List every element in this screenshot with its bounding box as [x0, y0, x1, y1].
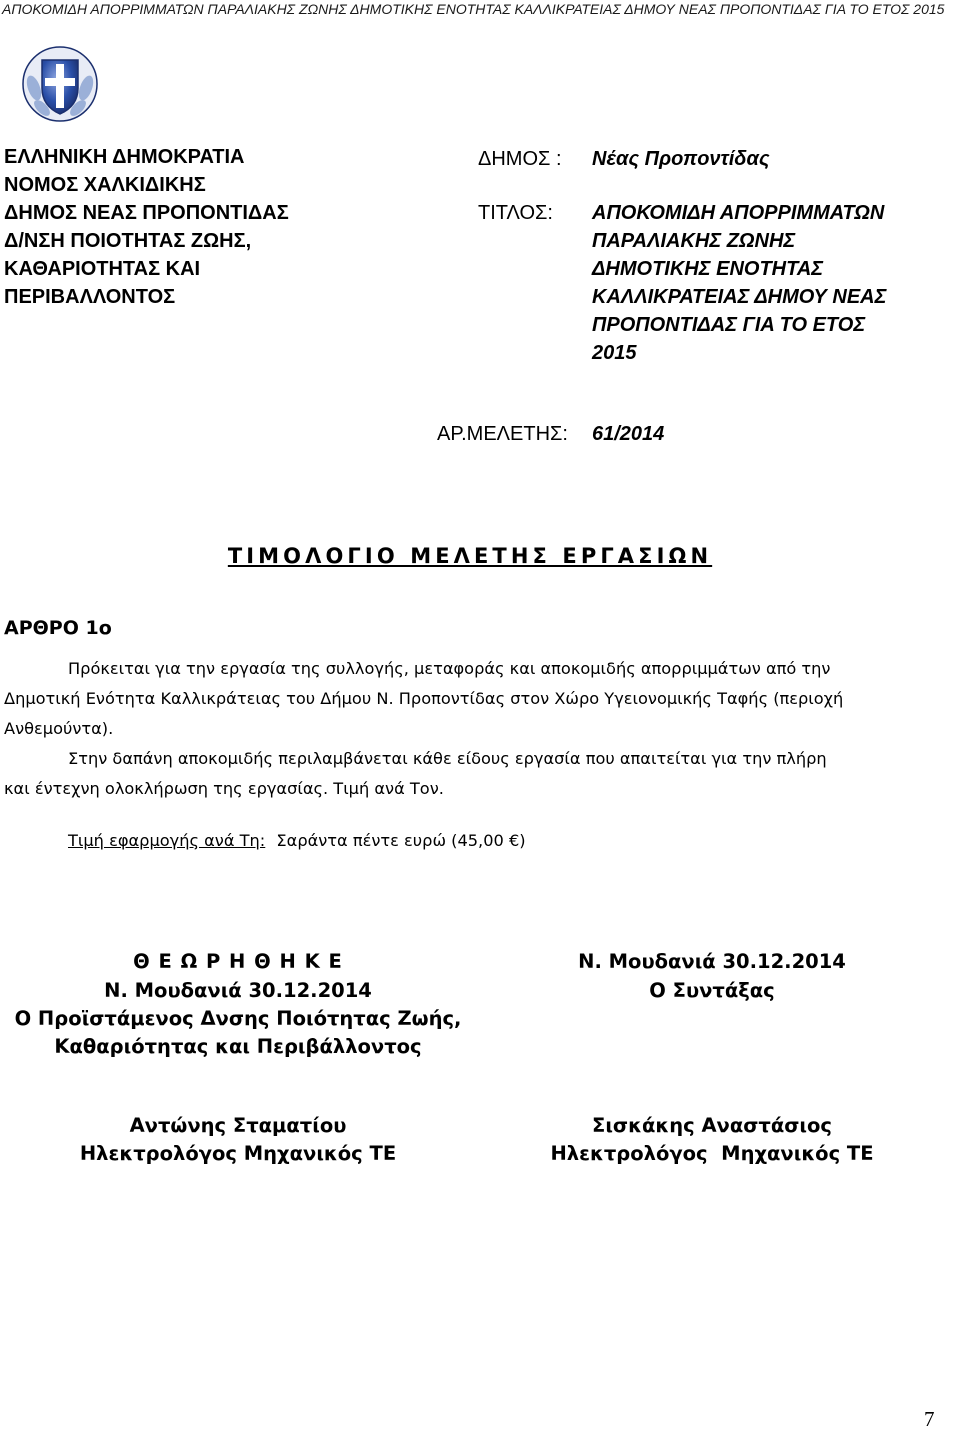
authority-line: ΚΑΘΑΡΙΟΤΗΤΑΣ ΚΑΙ: [4, 258, 201, 280]
authority-line: Δ/ΝΣΗ ΠΟΙΟΤΗΤΑΣ ΖΩΗΣ,: [4, 230, 252, 252]
right-role: Ο Συντάξας: [649, 979, 775, 1002]
price-value: Σαράντα πέντε ευρώ (45,00 €): [276, 831, 526, 850]
title-line: ΔΗΜΟΤΙΚΗΣ ΕΝΟΤΗΤΑΣ: [592, 258, 824, 280]
title-line: ΠΡΟΠΟΝΤΙΔΑΣ ΓΙΑ ΤΟ ΕΤΟΣ: [592, 314, 866, 336]
right-place-date: Ν. Μουδανιά 30.12.2014: [578, 950, 846, 973]
left-signatory-title: Ηλεκτρολόγος Μηχανικός ΤΕ: [79, 1142, 397, 1165]
price-label: Τιμή εφαρμογής ανά Τη:: [68, 831, 266, 850]
study-number-value: 61/2014: [592, 423, 665, 445]
right-signatory-title: Ηλεκτρολόγος Μηχανικός ΤΕ: [550, 1142, 874, 1165]
body-line: Πρόκειται για την εργασία της συλλογής, μεταφοράς και αποκομιδής απορριμμάτων από την: [68, 659, 831, 678]
left-signatory-name: Αντώνης Σταματίου: [129, 1114, 347, 1137]
page-number: 7: [924, 1407, 935, 1431]
left-place-date: Ν. Μουδανιά 30.12.2014: [104, 979, 372, 1002]
seen-heading: Θ Ε Ω Ρ Η Θ Η Κ Ε: [133, 950, 343, 973]
price-line: [68, 826, 948, 856]
authority-line: ΠΕΡΙΒΑΛΛΟΝΤΟΣ: [4, 286, 176, 308]
title-line: 2015: [592, 342, 637, 364]
left-role: Καθαριότητας και Περιβάλλοντος: [54, 1035, 422, 1058]
authority-line: ΕΛΛΗΝΙΚΗ ΔΗΜΟΚΡΑΤΙΑ: [4, 146, 245, 168]
right-signatory-name: Σισκάκης Αναστάσιος: [592, 1114, 832, 1137]
study-number-label: ΑΡ.ΜΕΛΕΤΗΣ:: [437, 423, 568, 445]
title-line: ΚΑΛΛΙΚΡΑΤΕΙΑΣ ΔΗΜΟΥ ΝΕΑΣ: [592, 286, 887, 308]
dimos-value: Νέας Προποντίδας: [592, 148, 770, 170]
title-label: ΤΙΤΛΟΣ:: [478, 202, 553, 224]
running-header: ΑΠΟΚΟΜΙΔΗ ΑΠΟΡΡΙΜΜΑΤΩΝ ΠΑΡΑΛΙΑΚΗΣ ΖΩΝΗΣ ΔΗΜΟΤΙΚΗΣ ΕΝΟΤΗΤΑΣ ΚΑΛΛΙΚΡΑΤΕΙΑΣ ΔΗΜΟΥ ΝΕΑΣ ΠΡΟΠΟΝΤΙΔΑΣ ΓΙΑ ΤΟ ΕΤΟΣ 2015: [2, 1, 945, 17]
body-line: Ανθεμούντα).: [4, 719, 114, 738]
article-heading: ΑΡΘΡΟ 1ο: [4, 617, 112, 639]
title-line: ΑΠΟΚΟΜΙΔΗ ΑΠΟΡΡΙΜΜΑΤΩΝ: [592, 202, 885, 224]
authority-line: ΝΟΜΟΣ ΧΑΛΚΙΔΙΚΗΣ: [4, 174, 206, 196]
dimos-label: ΔΗΜΟΣ :: [478, 148, 562, 170]
title-line: ΠΑΡΑΛΙΑΚΗΣ ΖΩΝΗΣ: [592, 230, 796, 252]
left-role: Ο Προϊστάμενος Δνσης Ποιότητας Ζωής,: [14, 1007, 462, 1030]
authority-line: ΔΗΜΟΣ ΝΕΑΣ ΠΡΟΠΟΝΤΙΔΑΣ: [4, 202, 289, 224]
body-line: και έντεχνη ολοκλήρωση της εργασίας. Τιμή ανά Τον.: [4, 779, 444, 798]
coat-of-arms-emblem: [20, 44, 100, 124]
body-line: Στην δαπάνη αποκομιδής περιλαμβάνεται κάθε είδους εργασία που απαιτείται για την πλήρη: [68, 749, 827, 768]
body-line: Δημοτική Ενότητα Καλλικράτειας του Δήμου Ν. Προποντίδας στον Χώρο Υγειονομικής Ταφής (περιοχή: [4, 689, 844, 708]
document-title: ΤΙΜΟΛΟΓΙΟ ΜΕΛΕΤΗΣ ΕΡΓΑΣΙΩΝ: [227, 544, 713, 568]
